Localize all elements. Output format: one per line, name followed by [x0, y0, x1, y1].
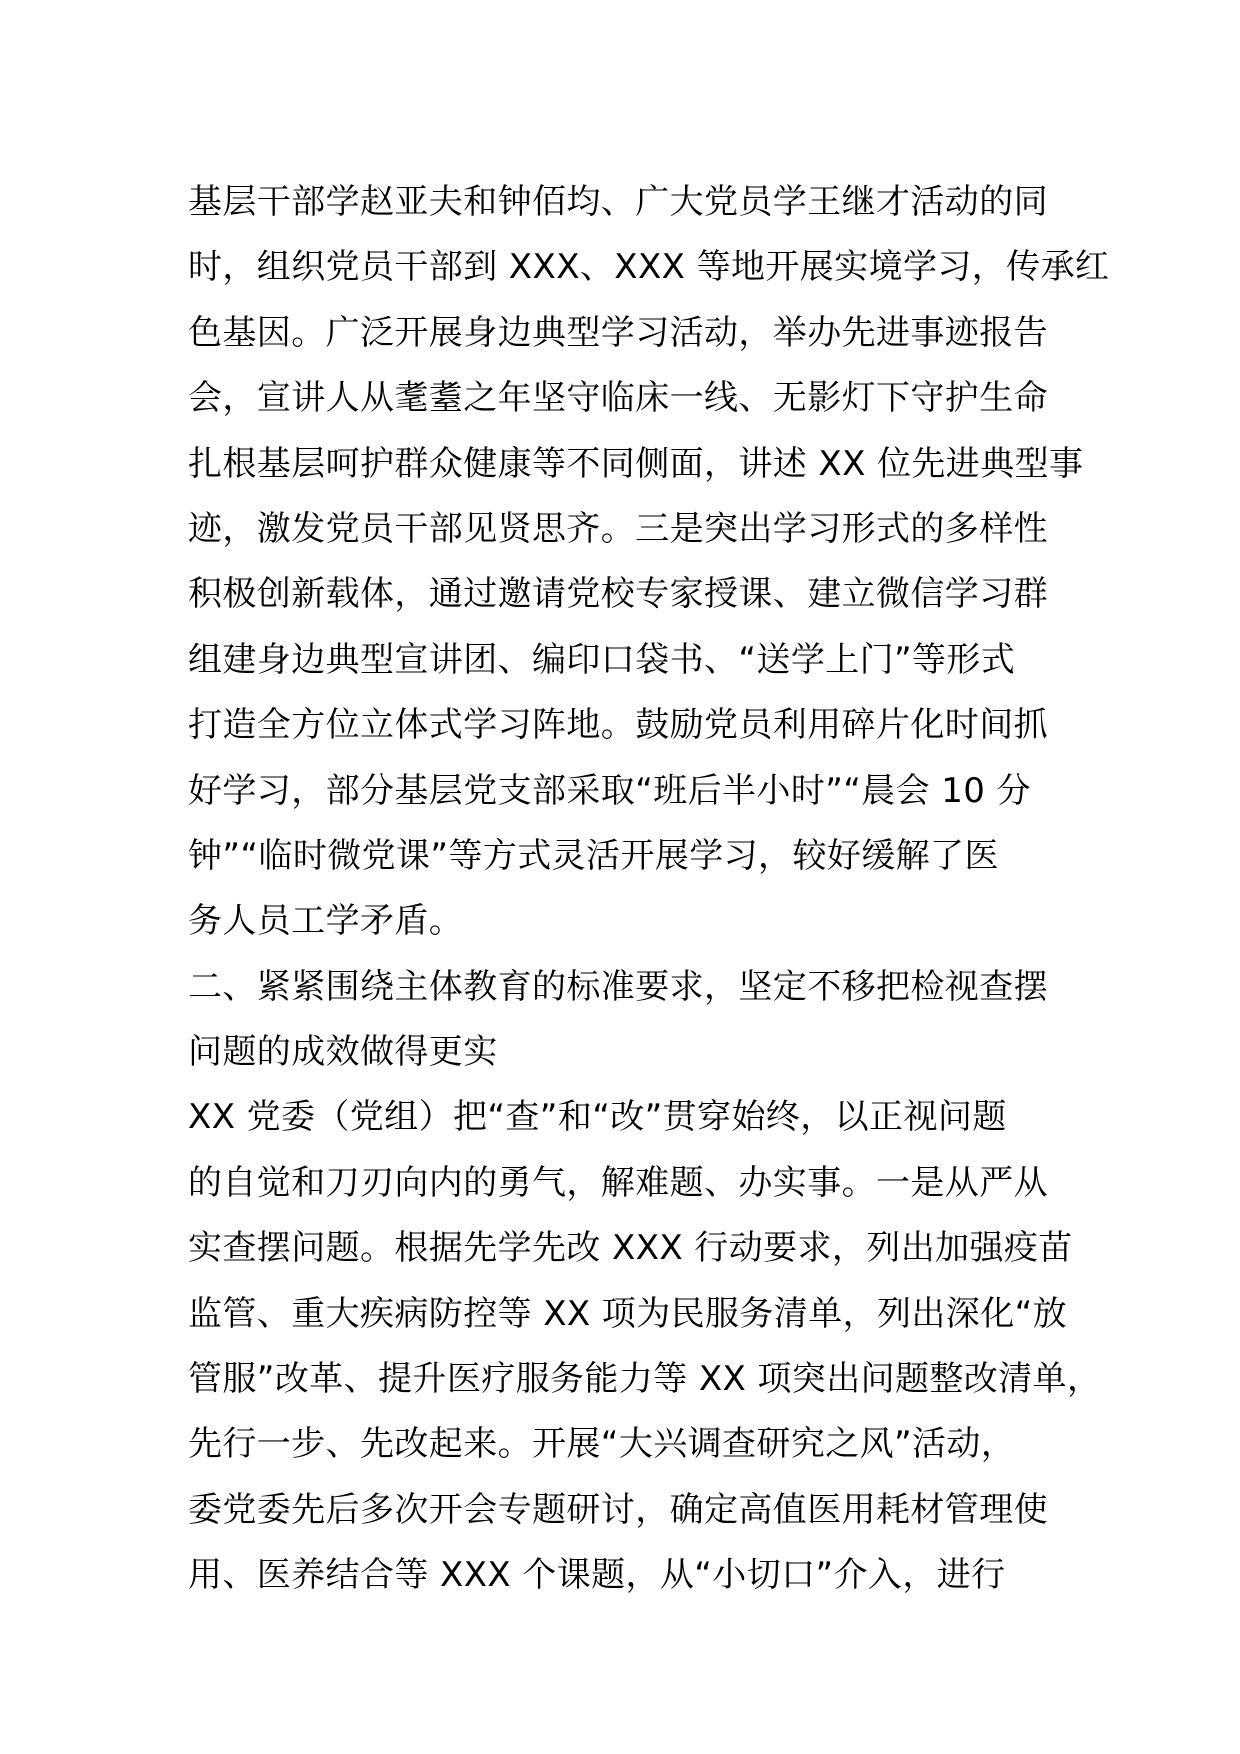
text-line: 基层干部学赵亚夫和钟佰均、广大党员学王继才活动的同	[188, 182, 1048, 222]
text-line: 委党委先后多次开会专题研讨，确定高值医用耗材管理使	[188, 1489, 1048, 1530]
text-line: 的自觉和刀刃向内的勇气，解难题、办实事。一是从严从	[188, 1162, 1048, 1203]
text-line: 监管、重大疾病防控等 XX 项为民服务清单，列出深化“放	[188, 1293, 1068, 1334]
text-line: 实查摆问题。根据先学先改 XXX 行动要求，列出加强疫苗	[188, 1228, 1073, 1269]
section-heading-line: 问题的成效做得更实	[188, 1032, 498, 1073]
text-line: 打造全方位立体式学习阵地。鼓励党员利用碎片化时间抓	[188, 705, 1048, 746]
text-line: 务人员工学矛盾。	[188, 901, 464, 942]
text-line: 管服”改革、提升医疗服务能力等 XX 项突出问题整改清单，	[188, 1359, 1102, 1400]
document-body	[188, 170, 1108, 1609]
text-line: 好学习，部分基层党支部采取“班后半小时”“晨会 10 分	[188, 770, 1031, 811]
text-line: 组建身边典型宣讲团、编印口袋书、“送学上门”等形式	[188, 639, 1016, 680]
text-line: 积极创新载体，通过邀请党校专家授课、建立微信学习群	[188, 574, 1048, 615]
text-line: 先行一步、先改起来。开展“大兴调查研究之风”活动，	[188, 1424, 1016, 1465]
text-line: 时，组织党员干部到 XXX、XXX 等地开展实境学习，传承红	[188, 247, 1110, 288]
text-line: XX 党委（党组）把“查”和“改”贯穿始终，以正视问题	[188, 1097, 1007, 1138]
text-line: 会，宣讲人从耄耋之年坚守临床一线、无影灯下守护生命	[188, 378, 1048, 419]
text-line: 扎根基层呵护群众健康等不同侧面，讲述 XX 位先进典型事	[188, 443, 1084, 484]
text-line: 钟”“临时微党课”等方式灵活开展学习，较好缓解了医	[188, 835, 999, 876]
text-line: 色基因。广泛开展身边典型学习活动，举办先进事迹报告	[188, 312, 1048, 353]
text-line: 迹，激发党员干部见贤思齐。三是突出学习形式的多样性	[188, 508, 1048, 549]
section-heading-line: 二、紧紧围绕主体教育的标准要求，坚定不移把检视查摆	[188, 966, 1048, 1007]
text-line: 用、医养结合等 XXX 个课题，从“小切口”介入，进行	[188, 1555, 1006, 1596]
